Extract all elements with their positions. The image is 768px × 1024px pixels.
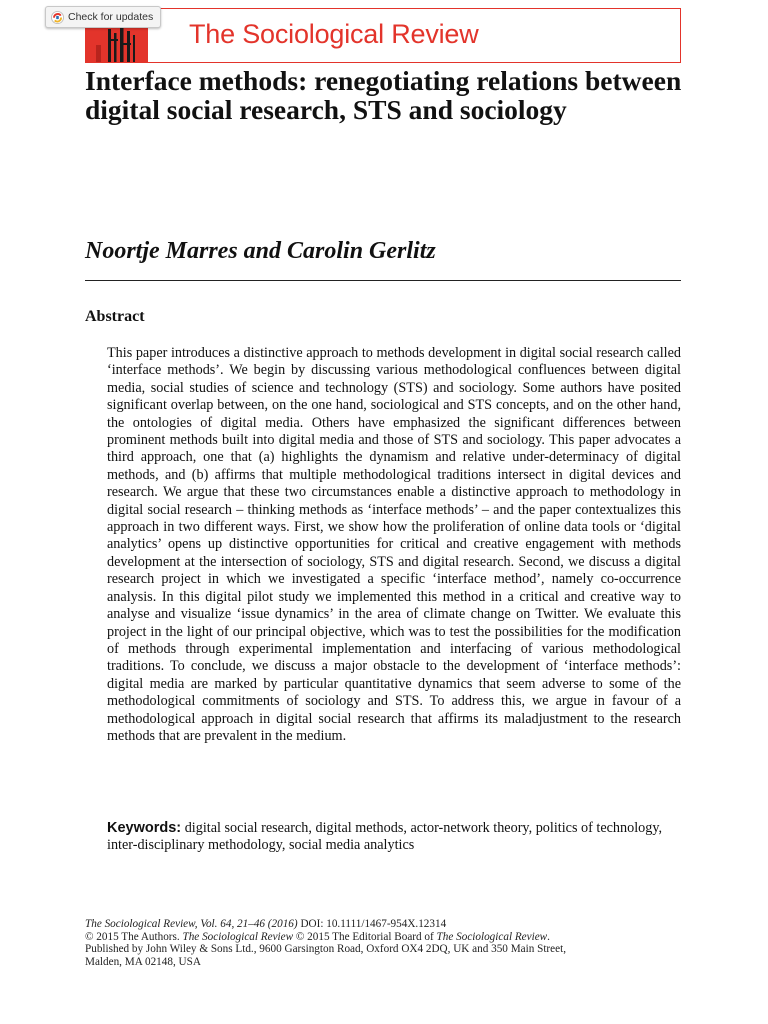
keywords-text: digital social research, digital methods, actor-network theory, politics of technology, inter-disciplinary methodology, social media analytics — [107, 820, 663, 854]
check-for-updates-button[interactable] — [45, 6, 161, 28]
title-divider — [85, 280, 681, 281]
footer-citation-line — [85, 918, 681, 931]
journal-name: The Sociological Review — [189, 19, 479, 49]
footer-copyright-line — [85, 931, 681, 944]
footer-journal-name-2: The Sociological Review — [436, 930, 548, 943]
abstract-body: This paper introduces a distinctive approach to methods development in digital social research called ‘interface methods’. We begin by discussing various methodological confluences between digital media, social studies of science and technology (STS) and sociology. Some authors have posited significant overlap between, on the one hand, sociological and STS concepts, and on the other hand, the ontologies of digital media. Others have emphasized the significant differences between prominent methods built into digital media and those of STS and sociology. This paper advocates a third approach, one that (a) highlights the dynamism and relative under-determinacy of digital methods, and (b) affirms that multiple methodological traditions intersect in digital devices and research. We argue that these two circumstances enable a distinctive approach to methodology in digital social research – thinking methods as ‘interface methods’ – and the paper contextualizes this approach in two different ways. First, we show how the proliferation of online data tools or ‘digital analytics’ opens up distinctive opportunities for critical and creative engagement with methods development at the intersection of sociology, STS and digital research. Second, we discuss a digital research project in which we investigated a specific ‘interface method’, namely co-occurrence analysis. In this digital pilot study we implemented this method in a critical and creative way to analyse and visualize ‘issue dynamics’ in the area of climate change on Twitter. We evaluate this project in the light of our principal objective, which was to test the possibilities for the modification of methods through experimental implementation and interfacing of various methodological traditions. To conclude, we discuss a major obstacle to the development of ‘interface methods’: digital media are marked by particular quantitative dynamics that seem adverse to some of the methodological commitments of sociology and STS. To address this, we argue in favour of a methodological approach in digital social research that affirms its maladjustment to the research methods that are prevalent in the medium. — [107, 345, 681, 744]
footer — [85, 918, 681, 968]
article-title: Interface methods: renegotiating relations between digital social research, STS and sociology — [85, 65, 682, 125]
footer-copyright-mid: © 2015 The Editorial Board of — [295, 930, 434, 943]
footer-journal-name-1: The Sociological Review — [182, 930, 294, 943]
keywords-label: Keywords: — [107, 820, 182, 836]
footer-doi: DOI: 10.1111/1467-954X.12314 — [300, 918, 447, 930]
footer-copyright-prefix: © 2015 The Authors. — [85, 930, 180, 943]
abstract-heading: Abstract — [85, 308, 145, 325]
journal-banner — [85, 8, 681, 63]
footer-citation: The Sociological Review, Vol. 64, 21–46 (2016) — [85, 918, 298, 930]
check-updates-label: Check for updates — [68, 11, 154, 23]
keywords — [107, 820, 681, 855]
check-updates-icon — [51, 11, 64, 24]
footer-copyright-end: . — [547, 930, 550, 943]
footer-publisher-line-1: Published by John Wiley & Sons Ltd., 9600 Garsington Road, Oxford OX4 2DQ, UK and 350 Main Street, — [85, 943, 566, 956]
article-authors: Noortje Marres and Carolin Gerlitz — [85, 238, 436, 264]
footer-publisher-line-2: Malden, MA 02148, USA — [85, 955, 201, 968]
